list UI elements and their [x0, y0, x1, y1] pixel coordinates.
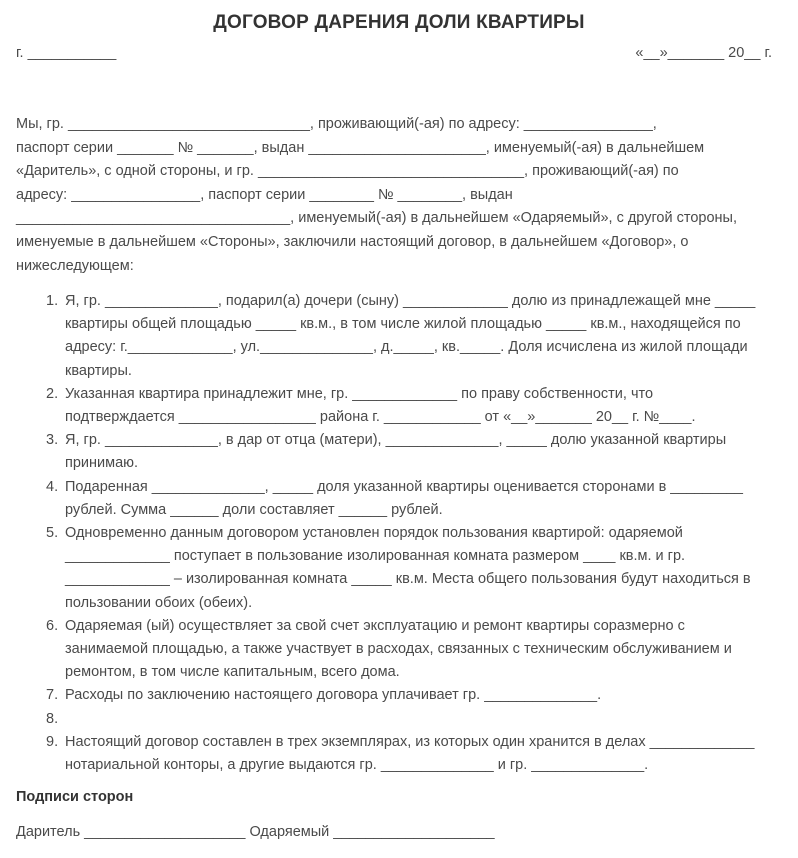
clauses-list: [0, 290, 798, 777]
clause-number: 1.: [46, 293, 59, 309]
clause-line: пользовании обоих (обеих).: [65, 594, 253, 611]
clause-item: [0, 684, 771, 707]
clause-line: Подаренная ______________, _____ доля указанной квартиры оценивается сторонами в _________: [65, 478, 743, 495]
signatures-line: Даритель ____________________ Одаряемый ____________________: [16, 824, 495, 840]
date-field: «__»_______ 20__ г.: [635, 45, 772, 61]
clause-line: [65, 708, 771, 731]
clause-number: 7.: [46, 687, 59, 704]
intro-line: Мы, гр. ______________________________, проживающий(-ая) по адресу: ________________,: [16, 116, 657, 132]
intro-line: именуемые в дальнейшем «Стороны», заключили настоящий договор, в дальнейшем «Договор», о: [16, 233, 689, 250]
clause-item: [0, 383, 771, 429]
intro-line: нижеследующем:: [16, 257, 134, 274]
clause-item: [0, 429, 771, 475]
document-title: ДОГОВОР ДАРЕНИЯ ДОЛИ КВАРТИРЫ: [213, 12, 585, 33]
clause-number: 9.: [46, 733, 59, 750]
clause-line: Я, гр. ______________, подарил(а) дочери (сыну) _____________ долю из принадлежащей мне _____: [65, 293, 756, 309]
clause-line: квартиры.: [65, 362, 132, 379]
intro-line: адресу: ________________, паспорт серии ________ № ________, выдан: [16, 186, 513, 203]
clause-line: нотариальной конторы, а другие выдаются гр. ______________ и гр. ______________.: [65, 757, 649, 774]
clause-line: рублей. Сумма ______ доли составляет ______ рублей.: [65, 501, 443, 518]
city-field: г. ___________: [16, 45, 117, 61]
clause-line: Настоящий договор составлен в трех экземплярах, из которых один хранится в делах _____________: [65, 733, 755, 750]
clause-number: 6.: [46, 617, 59, 634]
signatures-heading: Подписи сторон: [16, 789, 134, 805]
clause-line: принимаю.: [65, 455, 139, 472]
clause-line: подтверждается _________________ района г. ____________ от «__»_______ 20__ г. №____.: [65, 409, 696, 426]
clause-line: Одновременно данным договором установлен порядок пользования квартирой: одаряемой: [65, 525, 683, 542]
intro-line: __________________________________, именуемый(-ая) в дальнейшем «Одаряемый», с другой стороны,: [16, 210, 737, 227]
clause-line: _____________ – изолированная комната _____ кв.м. Места общего пользования будут находиться в: [65, 571, 751, 588]
clause-number: 5.: [46, 525, 59, 542]
clause-line: Я, гр. ______________, в дар от отца (матери), ______________, _____ долю указанной квартиры: [65, 432, 727, 449]
clause-line: квартиры общей площадью _____ кв.м., в том числе жилой площадью _____ кв.м., находящейся по: [65, 316, 741, 333]
clause-line: Расходы по заключению настоящего договора уплачивает гр. ______________.: [65, 687, 602, 704]
intro-line: «Даритель», с одной стороны, и гр. _________________________________, проживающий(-ая) по: [16, 163, 679, 180]
clause-item: [0, 476, 771, 522]
clause-number: 3.: [46, 432, 59, 449]
clause-item: [0, 522, 771, 615]
clause-line: Одаряемая (ый) осуществляет за свой счет эксплуатацию и ремонт квартиры соразмерно с: [65, 617, 685, 634]
clause-item: [0, 731, 771, 777]
clause-line: занимаемой площадью, а также участвует в расходах, связанных с техническим обслуживанием и: [65, 641, 732, 658]
clause-number: 8.: [46, 710, 59, 727]
clause-line: _____________ поступает в пользование изолированная комната размером ____ кв.м. и гр.: [65, 548, 686, 565]
clause-line: Указанная квартира принадлежит мне, гр. _____________ по праву собственности, что: [65, 385, 654, 402]
intro-line: паспорт серии _______ № _______, выдан ______________________, именуемый(-ая) в дальнейшем: [16, 139, 705, 156]
clause-item: [0, 615, 771, 685]
clause-number: 2.: [46, 385, 59, 402]
clause-line: ремонтом, в том числе капитальным, всего дома.: [65, 664, 400, 681]
clause-item: [0, 290, 771, 383]
intro-paragraph: [16, 113, 786, 278]
clause-item: [0, 708, 771, 731]
clause-number: 4.: [46, 478, 59, 495]
clause-line: адресу: г._____________, ул.______________, д._____, кв._____. Доля исчислена из жилой площади: [65, 339, 748, 356]
